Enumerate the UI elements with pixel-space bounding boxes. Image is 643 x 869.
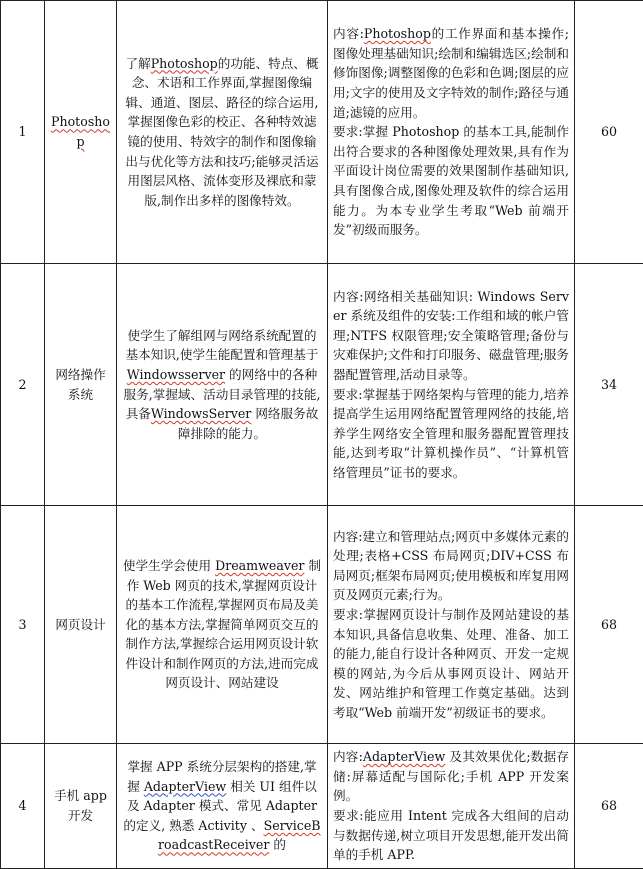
content-text: 内容: <box>333 749 363 764</box>
course-goal <box>117 744 328 869</box>
goal-text: 的功能、特点、概念、术语和工作界面,掌握图像编辑、通道、图层、路径的综合运用,掌握图像色彩的校正、各种特效滤镜的使用、特效字的制作和图像输出与优化等方法和技巧;能够灵活运用图层风格、流体变形及裸底和蒙版,制作出多样的图像特效。 <box>125 56 318 208</box>
goal-term: WindowsServer <box>151 406 251 421</box>
table-row <box>1 506 643 744</box>
row-number: 4 <box>1 744 45 869</box>
course-hours: 60 <box>575 1 643 264</box>
content-text: 及其效果优化;数据存储:屏幕适配与国际化;手机 APP 开发案例。 <box>333 749 569 803</box>
content-term: AdapterView <box>363 749 445 764</box>
goal-text: 相关 UI 组件以及 Adapter 模式、常见 Adapter 的定义, 熟悉 Activity 、 <box>123 779 317 833</box>
course-content <box>328 264 575 506</box>
course-hours: 34 <box>575 264 643 506</box>
goal-text: 使学生学会使用 <box>123 558 215 573</box>
content-paragraph: 内容:网络相关基础知识: Windows Server 系统及组件的安装:工作组和域的帐户管理;NTFS 权限管理;安全策略管理;备份与灾难保护;文件和打印服务、磁盘管理;服务器配置管理,活动目录等。 <box>333 287 569 385</box>
row-number: 2 <box>1 264 45 506</box>
goal-text: 使学生了解组网与网络系统配置的基本知识,使学生能配置和管理基于 <box>126 328 319 363</box>
goal-text: 了解 <box>126 56 151 71</box>
course-name-text: Photoshop <box>51 114 110 149</box>
goal-term: ServiceBroadcastReceiver <box>158 818 321 853</box>
requirement-paragraph: 要求:能应用 Intent 完成各大组间的启动与数据传递,树立项目开发思想,能开发出简单的手机 APP. <box>333 806 569 865</box>
course-goal <box>117 264 328 506</box>
course-name: 网络操作系统 <box>45 264 117 506</box>
goal-text: 的 <box>269 837 286 852</box>
table-row <box>1 744 643 869</box>
table-row <box>1 264 643 506</box>
course-content <box>328 506 575 744</box>
requirement-paragraph: 要求:掌握网页设计与制作及网站建设的基本知识,具备信息收集、处理、准备、加工的能力,能自行设计各种网页、开发一定规模的网站,为今后从事网页设计、网站开发、网站维护和管理工作奠定基础。达到考取“Web 前端开发”初级证书的要求。 <box>333 605 569 723</box>
content-paragraph: 内容:建立和管理站点;网页中多媒体元素的处理;表格+CSS 布局网页;DIV+CSS 布局网页;框架布局网页;使用模板和库复用网页及网页元素;行为。 <box>333 527 569 605</box>
content-term: Photoshop <box>364 26 431 41</box>
course-name: 网页设计 <box>45 506 117 744</box>
goal-text: 网络服务故障排除的能力。 <box>178 406 318 441</box>
course-name: 手机 app 开发 <box>45 744 117 869</box>
requirement-paragraph: 要求:掌握 Photoshop 的基本工具,能制作出符合要求的各种图像处理效果,具有作为平面设计岗位需要的效果图制作基础知识,具有图像合成,图像处理及软件的综合运用能力。为本专业学生考取“Web 前端开发”初级而服务。 <box>333 122 569 240</box>
table-row <box>1 1 643 264</box>
content-text: 内容: <box>333 26 364 41</box>
goal-text: 制作 Web 网页的技术,掌握网页设计的基本工作流程,掌握网页布局及美化的基本方法,掌握简单网页交互的制作方法,掌握综合运用网页设计软件设计和制作网页的方法,进而完成网页设计、网站建设 <box>126 558 322 691</box>
course-content <box>328 744 575 869</box>
course-goal <box>117 1 328 264</box>
goal-term: Photoshop <box>151 56 218 71</box>
goal-text: 的网络中的各种服务,掌握域、活动目录管理的技能,具备 <box>124 367 321 421</box>
row-number: 3 <box>1 506 45 744</box>
content-paragraph <box>333 24 569 122</box>
course-content <box>328 1 575 264</box>
content-text: 的工作界面和基本操作;图像处理基础知识;绘制和编辑选区;绘制和修饰图像;调整图像的色彩和色调;图层的应用;文字的使用及文字特效的制作;路径与通道;滤镜的应用。 <box>333 26 569 119</box>
goal-text: 掌握 APP 系统分层架构的搭建,掌握 <box>127 759 316 794</box>
course-goal <box>117 506 328 744</box>
goal-term: Dreamweaver <box>215 558 304 573</box>
course-name <box>45 1 117 264</box>
content-paragraph <box>333 747 569 806</box>
requirement-paragraph: 要求:掌握基于网络架构与管理的能力,培养提高学生运用网络配置管理网络的技能,培养学生网络安全管理和服务器配置管理技能,达到考取“计算机操作员”、“计算机管络管理员”证书的要求。 <box>333 385 569 483</box>
row-number: 1 <box>1 1 45 264</box>
course-hours: 68 <box>575 506 643 744</box>
goal-term: AdapterView <box>144 779 226 794</box>
goal-term: Windowsserver <box>127 367 225 382</box>
course-hours: 68 <box>575 744 643 869</box>
